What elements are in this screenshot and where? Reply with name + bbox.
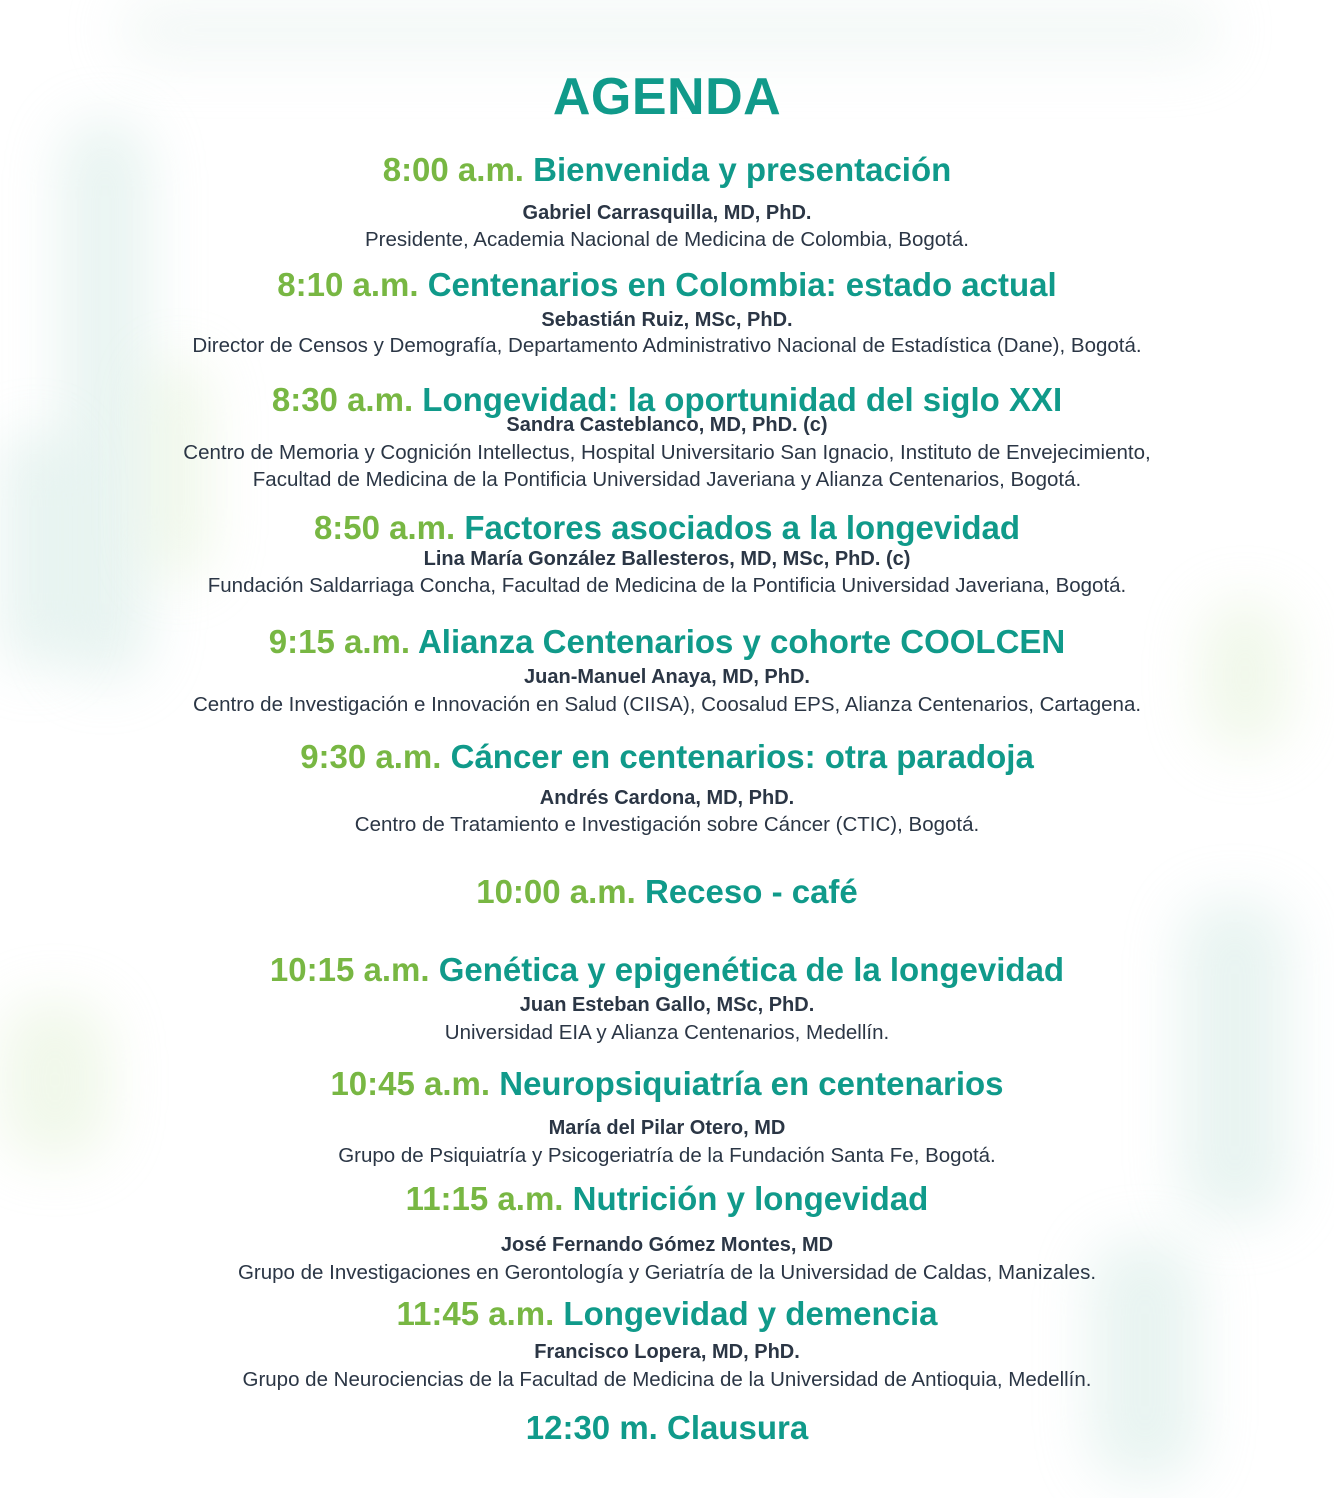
agenda-item-heading bbox=[0, 508, 1334, 548]
agenda-speaker: Sandra Casteblanco, MD, PhD. (c) bbox=[506, 414, 828, 436]
agenda-topic: Longevidad y demencia bbox=[563, 1295, 938, 1332]
agenda-topic: Clausura bbox=[667, 1409, 809, 1446]
agenda-affiliation: Grupo de Psiquiatría y Psicogeriatría de la Fundación Santa Fe, Bogotá. bbox=[338, 1144, 996, 1167]
agenda-item-heading bbox=[0, 1064, 1334, 1104]
agenda-title: AGENDA bbox=[552, 68, 782, 126]
agenda-affiliation: Universidad EIA y Alianza Centenarios, Medellín. bbox=[444, 1021, 890, 1044]
agenda-affiliation: Facultad de Medicina de la Pontificia Universidad Javeriana y Alianza Centenarios, Bogotá. bbox=[252, 468, 1082, 491]
agenda-item-heading bbox=[0, 1408, 1334, 1448]
agenda-item-heading bbox=[0, 150, 1334, 190]
agenda-time: 11:15 a.m. bbox=[405, 1180, 564, 1217]
agenda-affiliation: Director de Censos y Demografía, Departamento Administrativo Nacional de Estadística (Dane), Bogotá. bbox=[192, 334, 1142, 357]
agenda-affiliation: Centro de Memoria y Cognición Intellectus, Hospital Universitario San Ignacio, Instituto de Envejecimiento, bbox=[183, 441, 1151, 464]
agenda-speaker: Francisco Lopera, MD, PhD. bbox=[534, 1341, 800, 1363]
agenda-item-heading bbox=[0, 1179, 1334, 1219]
agenda-item-heading bbox=[0, 622, 1334, 662]
agenda-topic: Longevidad: la oportunidad del siglo XXI bbox=[422, 381, 1063, 418]
agenda-time: 12:30 m. bbox=[525, 1409, 658, 1446]
agenda-topic: Factores asociados a la longevidad bbox=[464, 509, 1021, 546]
agenda-item-heading bbox=[0, 737, 1334, 777]
agenda-item-heading bbox=[0, 950, 1334, 990]
agenda-topic: Alianza Centenarios y cohorte COOLCEN bbox=[417, 623, 1066, 660]
agenda-affiliation: Grupo de Neurociencias de la Facultad de Medicina de la Universidad de Antioquia, Medellín. bbox=[242, 1368, 1092, 1391]
agenda-affiliation: Centro de Investigación e Innovación en Salud (CIISA), Coosalud EPS, Alianza Centenarios, Cartagena. bbox=[192, 693, 1142, 716]
agenda-time: 9:30 a.m. bbox=[300, 738, 442, 775]
agenda-topic: Cáncer en centenarios: otra paradoja bbox=[450, 738, 1034, 775]
agenda-time: 9:15 a.m. bbox=[268, 623, 410, 660]
agenda-topic: Centenarios en Colombia: estado actual bbox=[427, 266, 1057, 303]
agenda-item-heading bbox=[0, 872, 1334, 912]
agenda-time: 8:00 a.m. bbox=[382, 151, 524, 188]
agenda-time: 10:15 a.m. bbox=[269, 951, 430, 988]
agenda-speaker: Juan-Manuel Anaya, MD, PhD. bbox=[524, 666, 810, 688]
agenda-speaker: Gabriel Carrasquilla, MD, PhD. bbox=[522, 202, 812, 224]
agenda-affiliation: Presidente, Academia Nacional de Medicina de Colombia, Bogotá. bbox=[365, 228, 969, 251]
agenda-speaker: Juan Esteban Gallo, MSc, PhD. bbox=[519, 994, 815, 1016]
agenda-speaker: Lina María González Ballesteros, MD, MSc, PhD. (c) bbox=[423, 548, 911, 570]
agenda-affiliation: Centro de Tratamiento e Investigación sobre Cáncer (CTIC), Bogotá. bbox=[354, 813, 980, 836]
agenda-item-heading bbox=[0, 265, 1334, 305]
agenda-affiliation: Grupo de Investigaciones en Gerontología y Geriatría de la Universidad de Caldas, Manizales. bbox=[237, 1261, 1097, 1284]
agenda-time: 8:50 a.m. bbox=[313, 509, 456, 546]
agenda-item-heading bbox=[0, 1294, 1334, 1334]
agenda-topic: Nutrición y longevidad bbox=[572, 1180, 929, 1217]
agenda-speaker: Andrés Cardona, MD, PhD. bbox=[539, 787, 795, 809]
agenda-affiliation: Fundación Saldarriaga Concha, Facultad de Medicina de la Pontificia Universidad Javeriana, Bogotá. bbox=[207, 574, 1127, 597]
agenda-time: 8:30 a.m. bbox=[271, 381, 414, 418]
agenda-time: 10:45 a.m. bbox=[330, 1065, 491, 1102]
agenda-time: 11:45 a.m. bbox=[396, 1295, 555, 1332]
agenda-topic: Neuropsiquiatría en centenarios bbox=[499, 1065, 1004, 1102]
agenda-speaker: María del Pilar Otero, MD bbox=[548, 1117, 786, 1139]
agenda-speaker: Sebastián Ruiz, MSc, PhD. bbox=[541, 309, 793, 331]
agenda-time: 10:00 a.m. bbox=[476, 873, 636, 910]
agenda-speaker: José Fernando Gómez Montes, MD bbox=[500, 1234, 834, 1256]
agenda-time: 8:10 a.m. bbox=[277, 266, 419, 303]
agenda-topic: Receso - café bbox=[645, 873, 858, 910]
agenda-topic: Genética y epigenética de la longevidad bbox=[438, 951, 1065, 988]
agenda-topic: Bienvenida y presentación bbox=[533, 151, 952, 188]
